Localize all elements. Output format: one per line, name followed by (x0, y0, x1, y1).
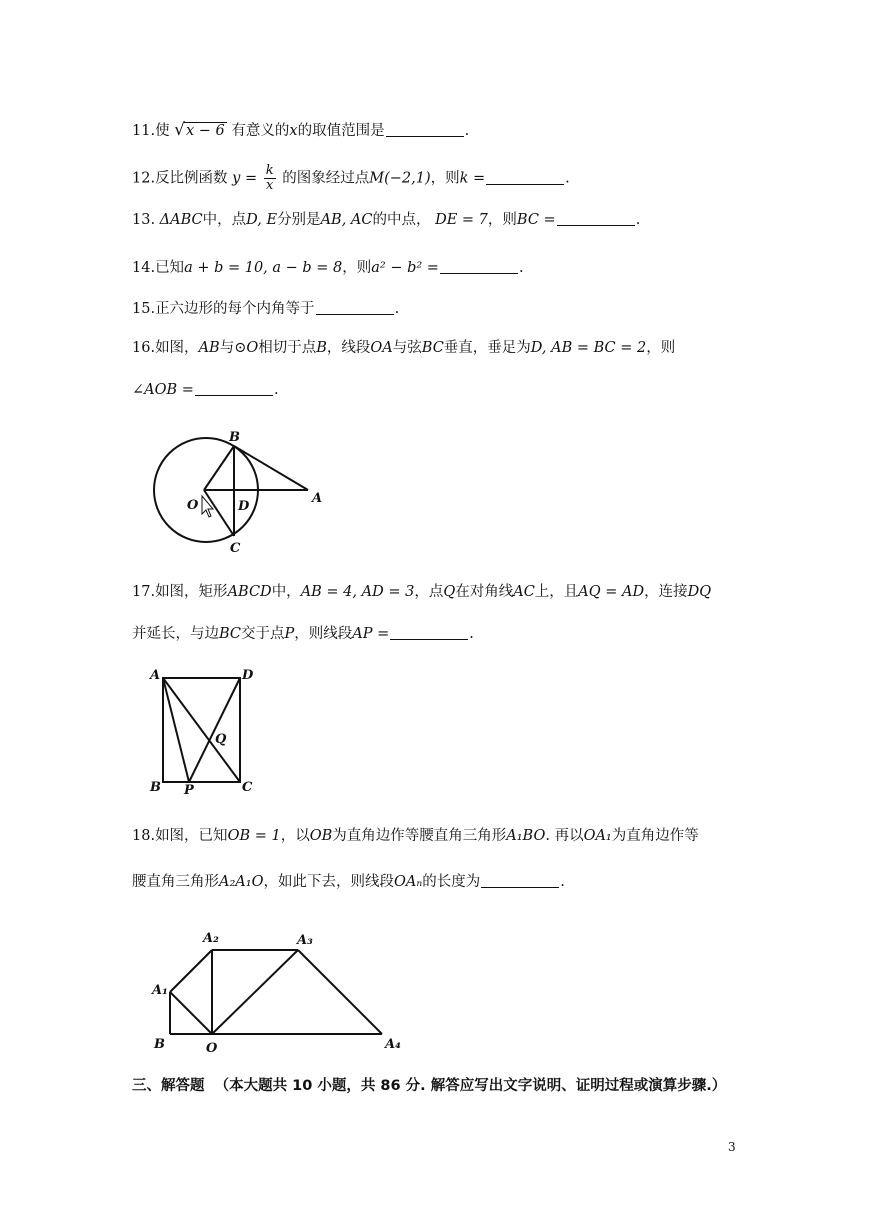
fig17-label-C: C (242, 780, 253, 795)
question-16-line1: 16.如图，AB与⊙O相切于点B，线段OA与弦BC垂直，垂足为D, AB = BC = 2，则 (132, 340, 676, 356)
fig18-label-A2: A₂ (203, 931, 219, 946)
question-17-line1: 17.如图，矩形ABCD中，AB = 4, AD = 3，点Q在对角线AC上，且AQ = AD，连接DQ (132, 584, 712, 600)
fig16-label-C: C (230, 541, 241, 556)
question-13: 13. ΔABC中，点D, E分别是AB, AC的中点， DE = 7，则BC = . (132, 212, 641, 228)
fig18-label-A4: A₄ (385, 1037, 401, 1052)
fig17-label-P: P (184, 783, 194, 798)
question-12: 12.反比例函数 y = $\frac{k}{x}$ 的图象经过点M(−2,1)，则k = . (132, 163, 570, 193)
section-heading: 三、解答题 （本大题共 10 小题，共 86 分. 解答应写出文字说明、证明过程或演算步骤.） (132, 1078, 727, 1094)
fig16-label-O: O (187, 498, 199, 513)
fig18-label-A1: A₁ (152, 983, 168, 998)
question-11: 11.使 √x − 6 有意义的x的取值范围是 . (132, 120, 470, 140)
question-14: 14.已知a + b = 10, a − b = 8，则a² − b² = . (132, 260, 524, 276)
question-16-line2: ∠AOB = . (132, 382, 279, 398)
fig18-label-A3: A₃ (297, 933, 313, 948)
fig18-label-B: B (154, 1037, 165, 1052)
mouse-cursor-icon (202, 496, 213, 517)
answer-blank (557, 211, 635, 226)
fig16-label-B: B (229, 430, 240, 445)
page-number: 3 (728, 1140, 736, 1154)
fig17-label-A: A (150, 668, 161, 683)
answer-blank (440, 259, 518, 274)
fig17-label-B: B (150, 780, 161, 795)
figure-circle-tangent (140, 422, 340, 562)
figure-isosceles-spiral (140, 924, 420, 1060)
answer-blank (195, 381, 273, 396)
figure-rectangle (140, 664, 270, 800)
fig16-label-D: D (238, 499, 250, 514)
question-18-line2: 腰直角三角形A₂A₁O，如此下去，则线段OAₙ的长度为 . (132, 874, 565, 890)
answer-blank (486, 170, 564, 185)
question-15: 15.正六边形的每个内角等于 . (132, 301, 400, 317)
question-18-line1: 18.如图，已知OB = 1，以OB为直角边作等腰直角三角形A₁BO. 再以OA₁为直角边作等 (132, 828, 699, 844)
answer-blank (481, 873, 559, 888)
fig17-label-D: D (242, 668, 254, 683)
answer-blank (316, 300, 394, 315)
answer-blank (386, 122, 464, 137)
answer-blank (390, 625, 468, 640)
fig17-label-Q: Q (215, 732, 227, 747)
fig16-label-A: A (312, 491, 323, 506)
fig18-label-O: O (206, 1041, 218, 1056)
question-17-line2: 并延长，与边BC交于点P，则线段AP = . (132, 626, 474, 642)
